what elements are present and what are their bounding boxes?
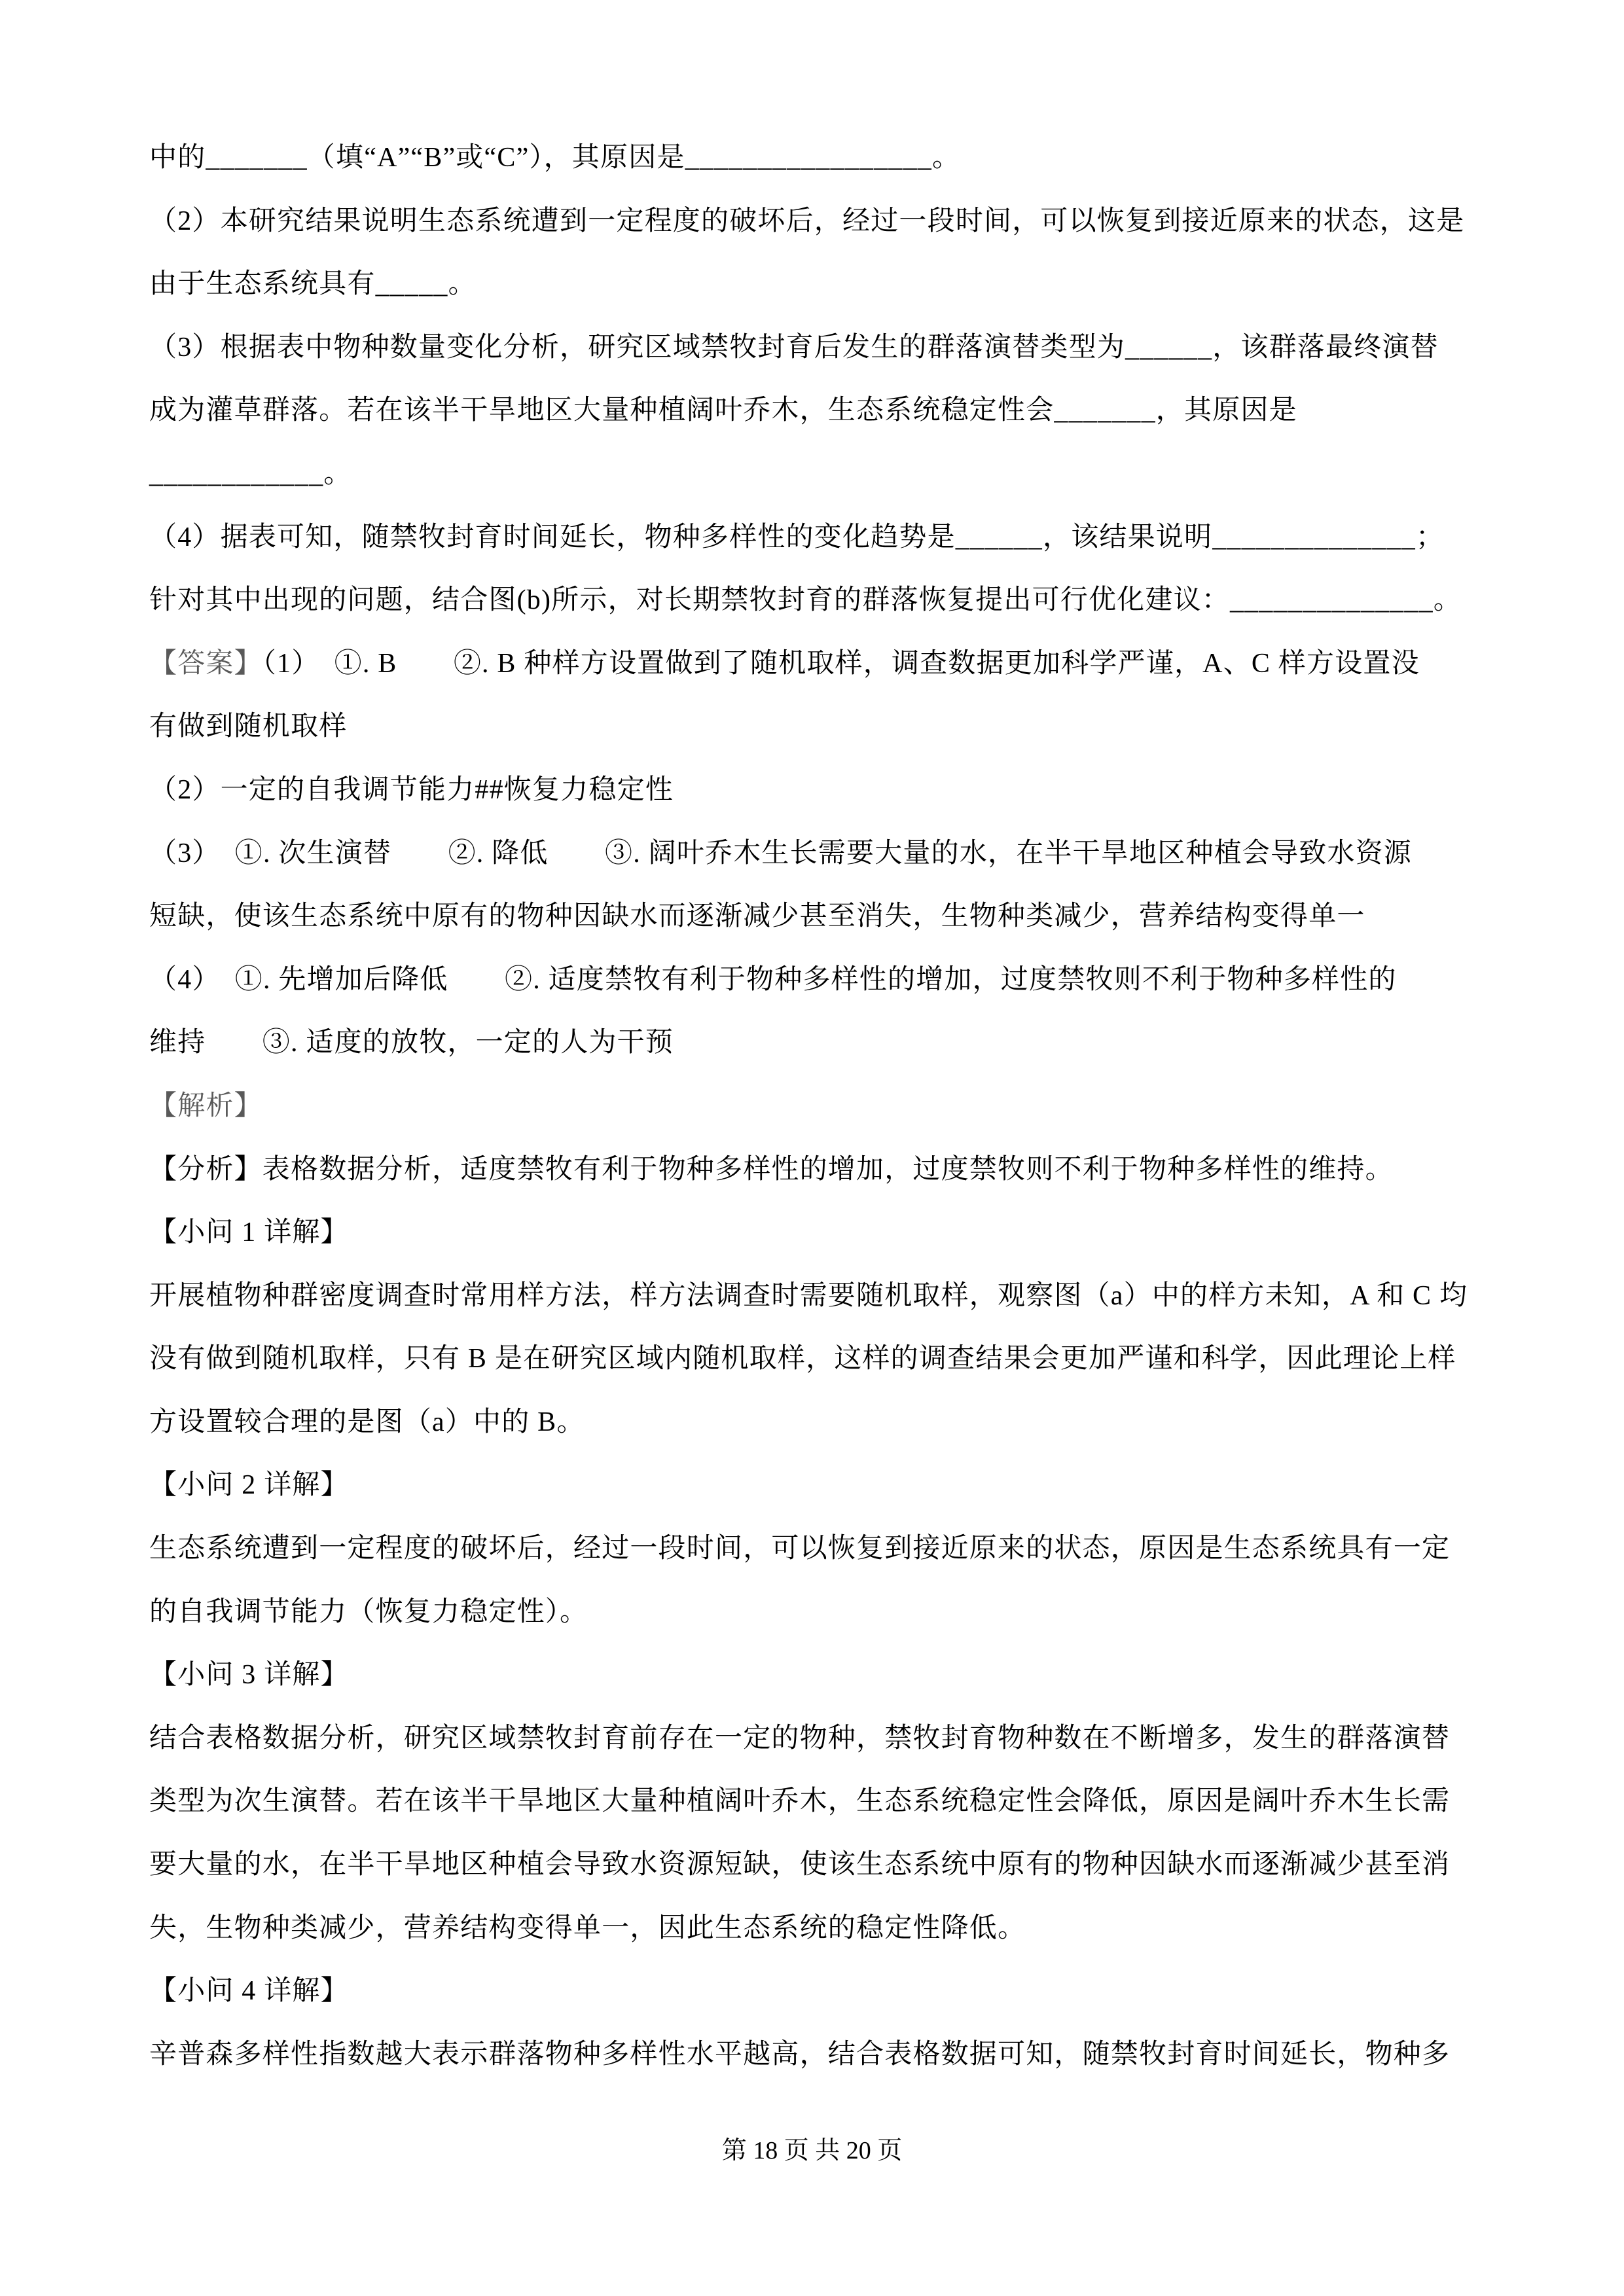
question-line bbox=[149, 506, 1481, 569]
text-run: 由于生态系统具有_____。 bbox=[149, 269, 477, 300]
text-run: ____________。 bbox=[149, 458, 352, 489]
question-line bbox=[149, 190, 1481, 253]
text-run: 中的_______（填“A”“B”或“C”），其原因是_________________。 bbox=[149, 143, 961, 173]
text-run: 结合表格数据分析，研究区域禁牧封育前存在一定的物种，禁牧封育物种数在不断增多，发生的群落演替 bbox=[149, 1723, 1451, 1753]
page-number: 第 18 页 共 20 页 bbox=[721, 2137, 903, 2164]
text-run: 类型为次生演替。若在该半干旱地区大量种植阔叶乔木，生态系统稳定性会降低，原因是阔叶乔木生长需 bbox=[149, 1786, 1451, 1817]
analysis-line bbox=[149, 1265, 1481, 1328]
text-run: 有做到随机取样 bbox=[149, 711, 348, 742]
answer-line bbox=[149, 759, 1481, 822]
subquestion-heading bbox=[149, 1960, 1481, 2023]
text-run: 短缺，使该生态系统中原有的物种因缺水而逐渐减少甚至消失，生物种类减少，营养结构变得单一 bbox=[149, 901, 1365, 932]
subquestion-heading bbox=[149, 1643, 1481, 1707]
answer-section-line bbox=[149, 632, 1481, 696]
text-run: （3）根据表中物种数量变化分析，研究区域禁牧封育后发生的群落演替类型为______，该群落最终演替 bbox=[149, 332, 1439, 363]
text-run: 针对其中出现的问题，结合图(b)所示，对长期禁牧封育的群落恢复提出可行优化建议：______________。 bbox=[149, 585, 1462, 616]
analysis-line bbox=[149, 1707, 1481, 1770]
text-run: 维持 ③. 适度的放牧，一定的人为干预 bbox=[149, 1028, 674, 1058]
text-run: 【小问 2 详解】 bbox=[149, 1470, 349, 1501]
text-run: 【小问 4 详解】 bbox=[149, 1976, 349, 2007]
text-run: 辛普森多样性指数越大表示群落物种多样性水平越高，结合表格数据可知，随禁牧封育时间延长，物种多 bbox=[149, 2039, 1451, 2070]
text-run: （2）本研究结果说明生态系统遭到一定程度的破坏后，经过一段时间，可以恢复到接近原来的状态，这是 bbox=[149, 206, 1465, 236]
question-line bbox=[149, 126, 1481, 190]
analysis-line bbox=[149, 1327, 1481, 1391]
analysis-line bbox=[149, 1770, 1481, 1833]
text-run: 方设置较合理的是图（a）中的 B。 bbox=[149, 1407, 585, 1437]
text-run: （4）据表可知，随禁牧封育时间延长，物种多样性的变化趋势是______，该结果说明______________； bbox=[149, 522, 1445, 552]
text-run: 要大量的水，在半干旱地区种植会导致水资源短缺，使该生态系统中原有的物种因缺水而逐渐减少甚至消 bbox=[149, 1850, 1451, 1880]
analysis-label: 【解析】 bbox=[149, 1090, 262, 1121]
document-body bbox=[149, 126, 1481, 2086]
analysis-line bbox=[149, 2023, 1481, 2087]
answer-line bbox=[149, 1011, 1481, 1075]
analysis-line bbox=[149, 1897, 1481, 1960]
text-run: 【分析】表格数据分析，适度禁牧有利于物种多样性的增加，过度禁牧则不利于物种多样性的维持。 bbox=[149, 1154, 1394, 1185]
question-line bbox=[149, 316, 1481, 380]
subquestion-heading bbox=[149, 1454, 1481, 1517]
answer-line bbox=[149, 948, 1481, 1012]
analysis-line bbox=[149, 1581, 1481, 1644]
question-line bbox=[149, 253, 1481, 316]
answer-line bbox=[149, 695, 1481, 759]
text-run: 【小问 1 详解】 bbox=[149, 1217, 349, 1248]
text-run: 开展植物种群密度调查时常用样方法，样方法调查时需要随机取样，观察图（a）中的样方未知，A 和 C 均 bbox=[149, 1280, 1468, 1311]
text-run: 的自我调节能力（恢复力稳定性）。 bbox=[149, 1596, 588, 1627]
page-footer bbox=[0, 2132, 1624, 2169]
analysis-section-line bbox=[149, 1075, 1481, 1138]
text-run: 失，生物种类减少，营养结构变得单一，因此生态系统的稳定性降低。 bbox=[149, 1912, 1026, 1943]
answer-line bbox=[149, 822, 1481, 886]
analysis-line bbox=[149, 1138, 1481, 1202]
analysis-line bbox=[149, 1391, 1481, 1454]
question-line bbox=[149, 379, 1481, 442]
text-run: 【小问 3 详解】 bbox=[149, 1660, 349, 1691]
question-line bbox=[149, 442, 1481, 506]
question-line bbox=[149, 569, 1481, 632]
analysis-line bbox=[149, 1833, 1481, 1897]
answer-label: 【答案】 bbox=[149, 648, 262, 679]
analysis-line bbox=[149, 1517, 1481, 1581]
text-run: 成为灌草群落。若在该半干旱地区大量种植阔叶乔木，生态系统稳定性会_______，其原因是 bbox=[149, 395, 1297, 426]
text-run: （1） ①. B ②. B 种样方设置做到了随机取样，调查数据更加科学严谨，A、C 样方设置没 bbox=[262, 648, 1420, 679]
text-run: 生态系统遭到一定程度的破坏后，经过一段时间，可以恢复到接近原来的状态，原因是生态系统具有一定 bbox=[149, 1534, 1451, 1564]
subquestion-heading bbox=[149, 1201, 1481, 1265]
answer-line bbox=[149, 885, 1481, 948]
text-run: （2）一定的自我调节能力##恢复力稳定性 bbox=[149, 774, 674, 805]
text-run: 没有做到随机取样，只有 B 是在研究区域内随机取样，这样的调查结果会更加严谨和科学，因此理论上样 bbox=[149, 1344, 1456, 1374]
text-run: （3） ①. 次生演替 ②. 降低 ③. 阔叶乔木生长需要大量的水，在半干旱地区种植会导致水资源 bbox=[149, 838, 1413, 869]
text-run: （4） ①. 先增加后降低 ②. 适度禁牧有利于物种多样性的增加，过度禁牧则不利于物种多样性的 bbox=[149, 964, 1397, 995]
